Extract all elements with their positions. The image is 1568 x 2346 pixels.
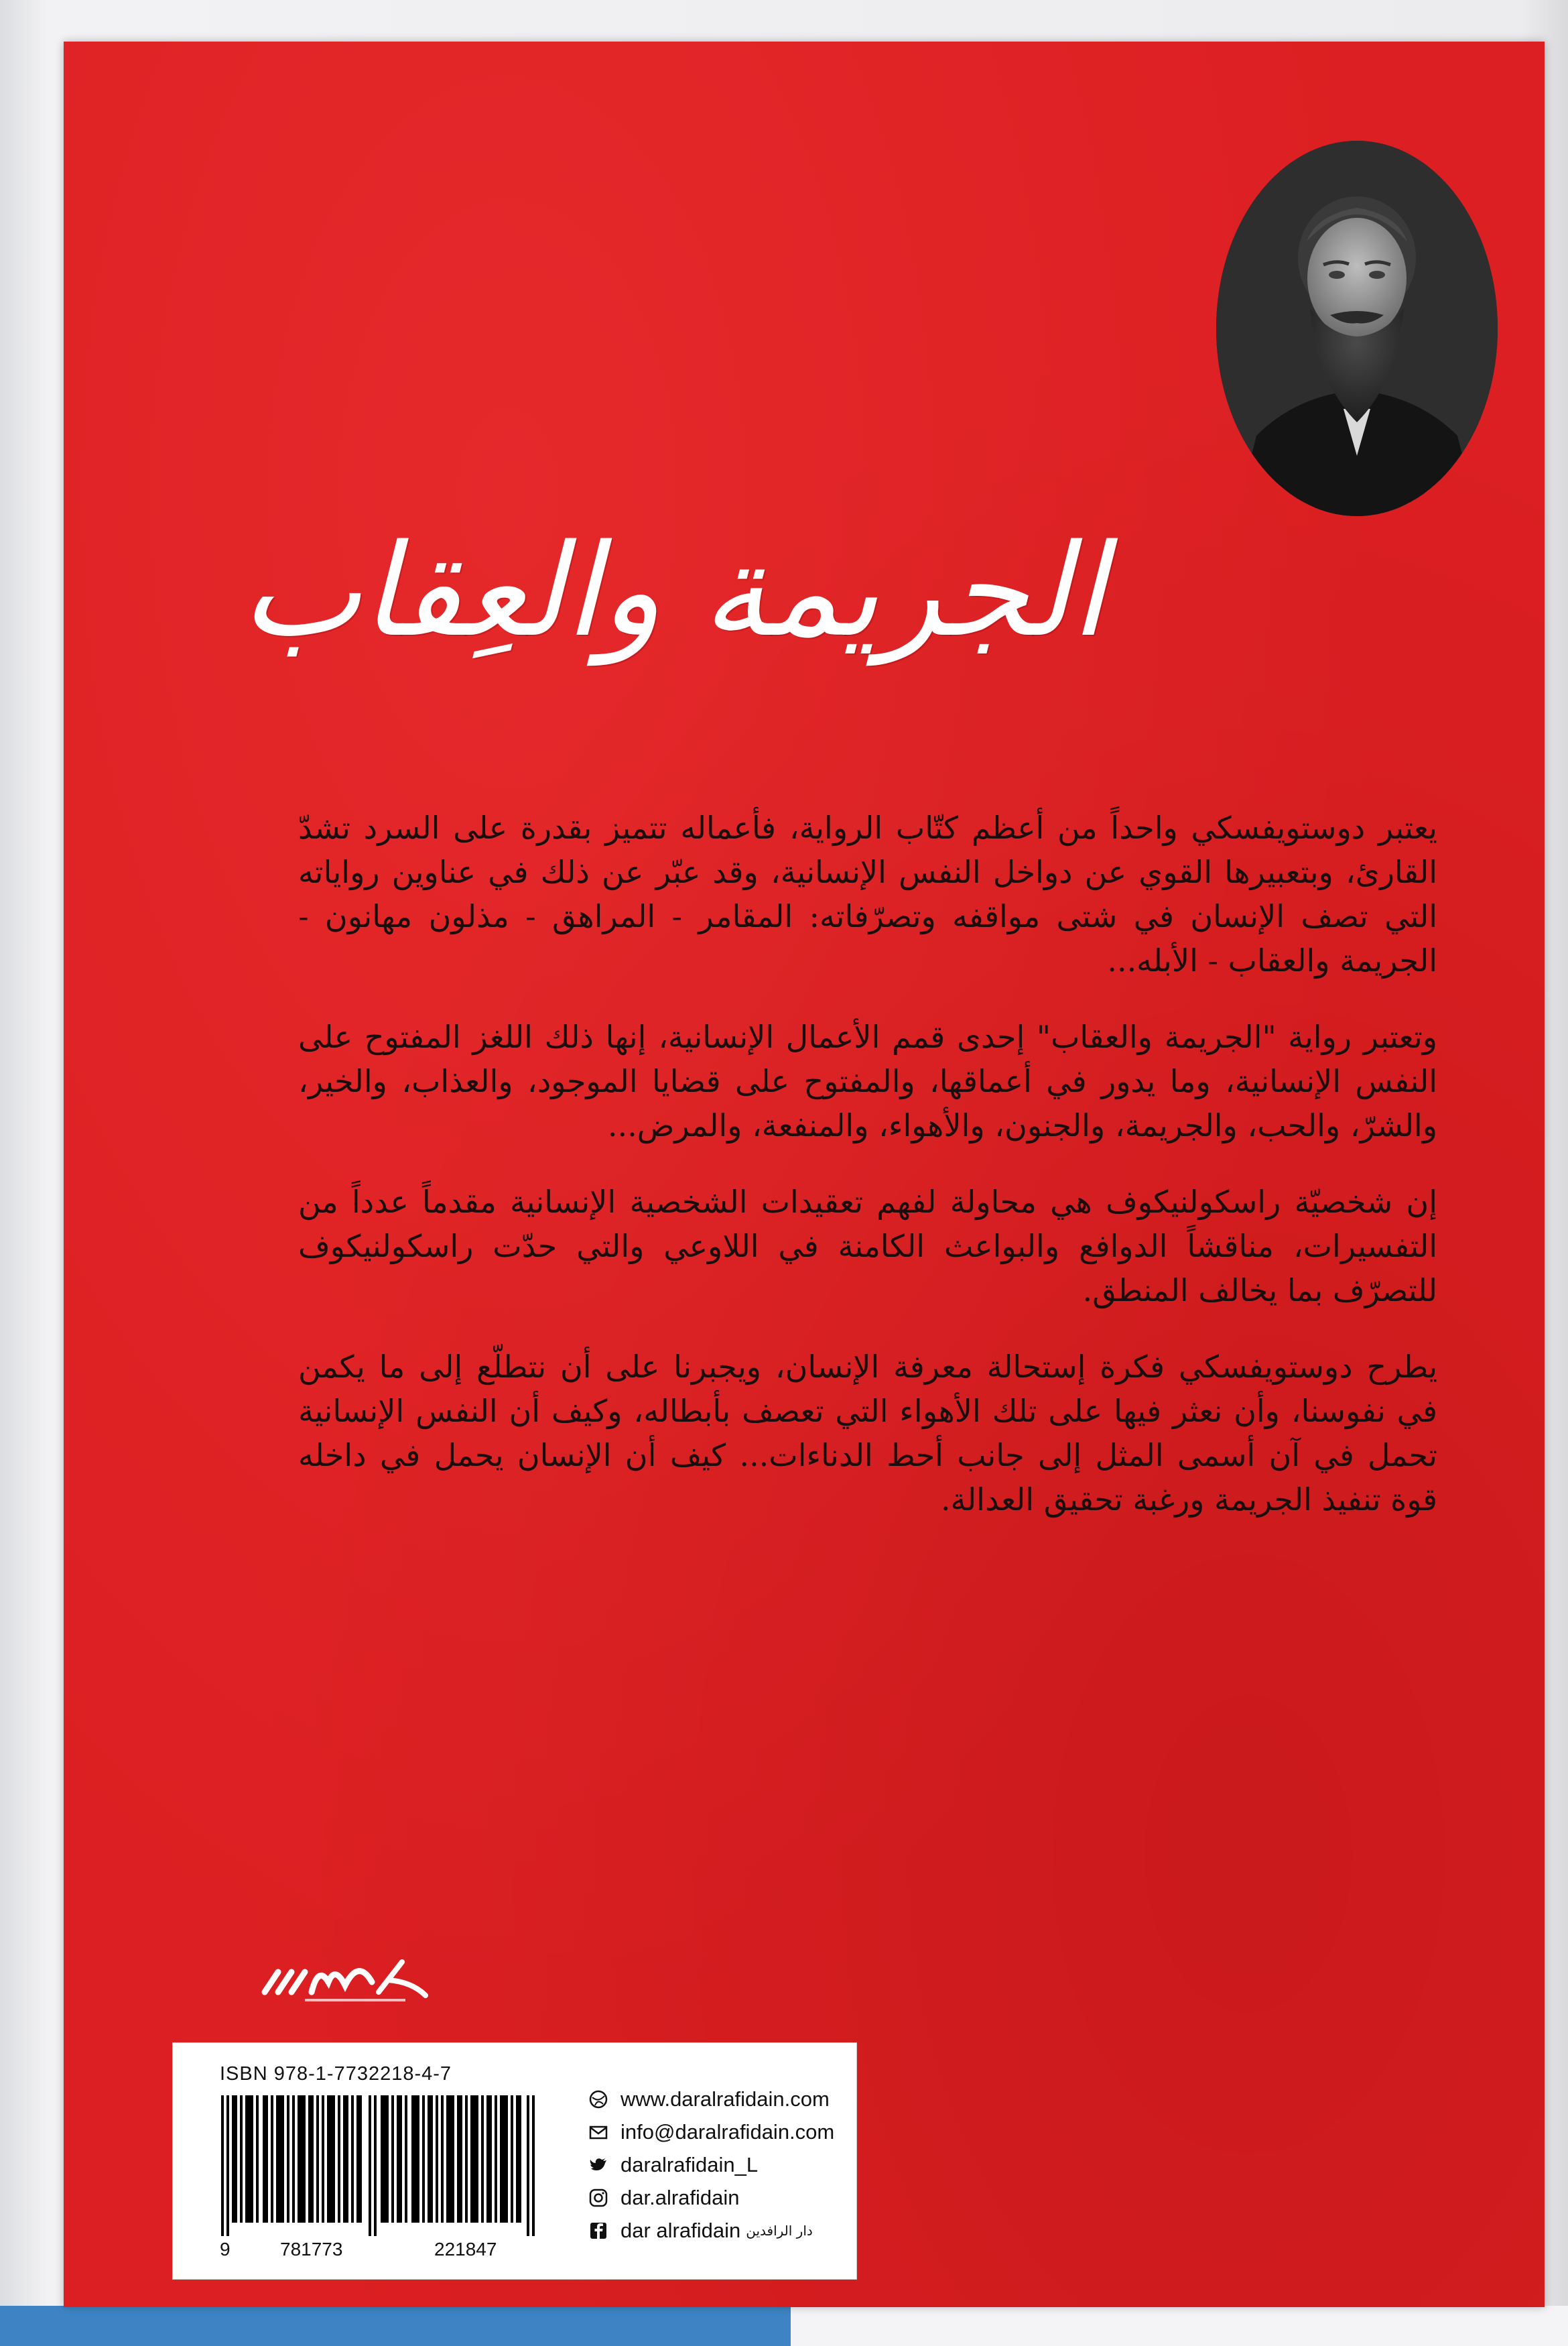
- publisher-logo-mark: [258, 1945, 459, 2012]
- twitter-text: daralrafidain_L: [620, 2152, 759, 2176]
- facebook-text: dar alrafidain: [620, 2218, 741, 2242]
- description-paragraph: إن شخصيّة راسكولنيكوف هي محاولة لفهم تعقيدات الشخصية الإنسانية مقدماً عدداً من التفسيرات، مناقشاً الدوافع والبواعث الكامنة في اللاوعي والتي حدّت راسكولنيكوف للتصرّف بما يخالف المنطق.: [298, 1184, 1437, 1308]
- web-icon: [588, 2089, 608, 2109]
- contact-facebook: [588, 2215, 850, 2244]
- contact-instagram: [588, 2182, 850, 2211]
- barcode-right-digits: 221847: [434, 2239, 497, 2260]
- isbn-label: ISBN 978-1-7732218-4-7: [220, 2063, 452, 2085]
- publisher-arabic-name: دار الرافدين: [746, 2222, 813, 2239]
- contact-twitter: [588, 2149, 850, 2178]
- bottom-blue-strip: [0, 2306, 791, 2346]
- bottom-white-strip: [791, 2306, 1568, 2346]
- isbn-info-box: [172, 2042, 857, 2280]
- author-portrait-drawing: [1216, 141, 1498, 516]
- mail-icon: [588, 2122, 608, 2142]
- instagram-icon: [588, 2188, 608, 2208]
- barcode-digits: [220, 2239, 555, 2266]
- contact-email: [588, 2116, 850, 2146]
- publisher-logo: [258, 1945, 459, 2012]
- description-paragraph: يعتبر دوستويفسكي واحداً من أعظم كتّاب الرواية، فأعماله تتميز بقدرة على السرد تشدّ القارئ، وبتعبيرها القوي عن دواخل النفس الإنسانية، وقد عبّر عن ذلك في عناوين رواياته التي تصف الإنسان في شتى مواقفه وتصرّفاته: المقامر - المراهق - مذلون مهانون - الجريمة والعقاب - الأبله...: [298, 810, 1437, 979]
- description-paragraph: يطرح دوستويفسكي فكرة إستحالة معرفة الإنسان، ويجبرنا على أن نتطلّع إلى ما يكمن في نفوسنا، وأن نعثر فيها على تلك الأهواء التي تعصف بأبطاله، وكيف أن النفس الإنسانية تحمل في آن أسمى المثل إلى جانب أحط الدناءات... كيف أن الإنسان يحمل في داخله قوة تنفيذ الجريمة ورغبة تحقيق العدالة.: [298, 1349, 1437, 1518]
- book-title: الجريمة والعِقاب: [241, 517, 1106, 665]
- facebook-icon: [588, 2221, 608, 2241]
- contact-website: [588, 2083, 850, 2113]
- website-text: www.daralrafidain.com: [620, 2087, 830, 2111]
- book-back-cover: [64, 42, 1545, 2307]
- barcode-left-digits: 781773: [280, 2239, 343, 2260]
- email-text: info@daralrafidain.com: [620, 2119, 835, 2144]
- instagram-text: dar.alrafidain: [620, 2185, 740, 2209]
- twitter-icon: [588, 2155, 608, 2175]
- description-paragraph: وتعتبر رواية "الجريمة والعقاب" إحدى قمم الأعمال الإنسانية، إنها ذلك اللغز المفتوح على النفس الإنسانية، وما يدور في أعماقها، والمفتوح على قضايا الموجود، والعذاب، والخير، والشرّ، والحب، والجريمة، والجنون، والأهواء، والمنفعة، والمرض...: [298, 1019, 1437, 1144]
- barcode-lead-digit: 9: [220, 2239, 231, 2260]
- isbn-barcode: [221, 2095, 543, 2236]
- author-portrait: [1216, 141, 1498, 516]
- book-description: [298, 806, 1437, 1905]
